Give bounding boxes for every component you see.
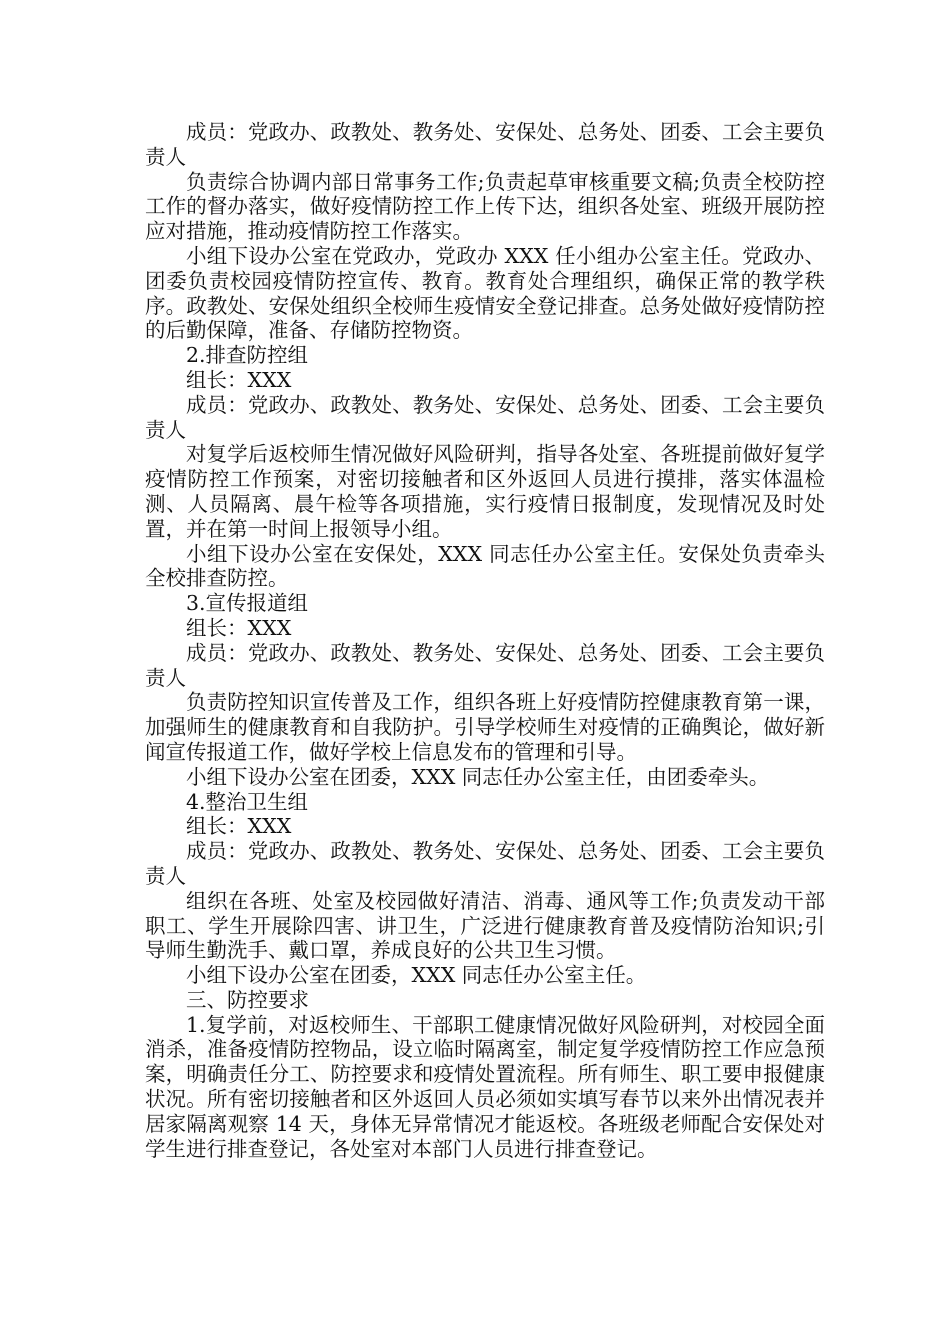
section-heading: 4.整治卫生组 [186,789,309,814]
office-paragraph: 小组下设办公室在团委，XXX 同志任办公室主任，由团委牵头。 [186,764,770,789]
leader-line: 组长：XXX [186,615,292,640]
section-heading: 2.排查防控组 [186,343,309,368]
office-paragraph: 小组下设办公室在团委，XXX 同志任办公室主任。 [186,963,647,988]
duty-paragraph: 对复学后返校师生情况做好风险研判，指导各处室、各班提前做好复学疫情防控工作预案，对密切接触者和区外返回人员进行摸排，落实体温检测、人员隔离、晨午检等各项措施，实行疫情日报制度，发现情况及时处置，并在第一时间上报领导小组。 [145,442,825,541]
members-paragraph: 成员：党政办、政教处、教务处、安保处、总务处、团委、工会主要负责人 [145,839,825,888]
members-paragraph: 成员：党政办、政教处、教务处、安保处、总务处、团委、工会主要负责人 [145,640,825,690]
document-page [145,120,825,1161]
duty-paragraph: 组织在各班、处室及校园做好清洁、消毒、通风等工作;负责发动干部职工、学生开展除四害、讲卫生，广泛进行健康教育普及疫情防治知识;引导师生勤洗手、戴口罩，养成良好的公共卫生习惯。 [145,888,825,963]
leader-line: 组长：XXX [186,814,292,839]
duty-paragraph: 负责综合协调内部日常事务工作;负责起草审核重要文稿;负责全校防控工作的督办落实，做好疫情防控工作上传下达，组织各处室、班级开展防控应对措施，推动疫情防控工作落实。 [145,169,825,244]
chapter-heading: 三、防控要求 [186,987,309,1012]
office-paragraph: 小组下设办公室在党政办，党政办 XXX 任小组办公室主任。党政办、团委负责校园疫情防控宣传、教育。教育处合理组织，确保正常的教学秩序。政教处、安保处组织全校师生疫情安全登记排查。总务处做好疫情防控的后勤保障，准备、存储防控物资。 [145,243,825,343]
office-paragraph: 小组下设办公室在安保处，XXX 同志任办公室主任。安保处负责牵头全校排查防控。 [145,541,825,591]
members-paragraph: 成员：党政办、政教处、教务处、安保处、总务处、团委、工会主要负责人 [145,120,825,169]
duty-paragraph: 负责防控知识宣传普及工作，组织各班上好疫情防控健康教育第一课，加强师生的健康教育和自我防护。引导学校师生对疫情的正确舆论，做好新闻宣传报道工作，做好学校上信息发布的管理和引导。 [145,690,825,764]
leader-line: 组长：XXX [186,367,292,392]
requirement-paragraph: 1.复学前，对返校师生、干部职工健康情况做好风险研判，对校园全面消杀，准备疫情防控物品，设立临时隔离室，制定复学疫情防控工作应急预案，明确责任分工、防控要求和疫情处置流程。所有师生、职工要申报健康状况。所有密切接触者和区外返回人员必须如实填写春节以来外出情况表并居家隔离观察 14 天，身体无异常情况才能返校。各班级老师配合安保处对学生进行排查登记，各处室对本部门人员进行排查登记。 [145,1012,825,1161]
members-paragraph: 成员：党政办、政教处、教务处、安保处、总务处、团委、工会主要负责人 [145,392,825,442]
section-heading: 3.宣传报道组 [186,591,309,616]
